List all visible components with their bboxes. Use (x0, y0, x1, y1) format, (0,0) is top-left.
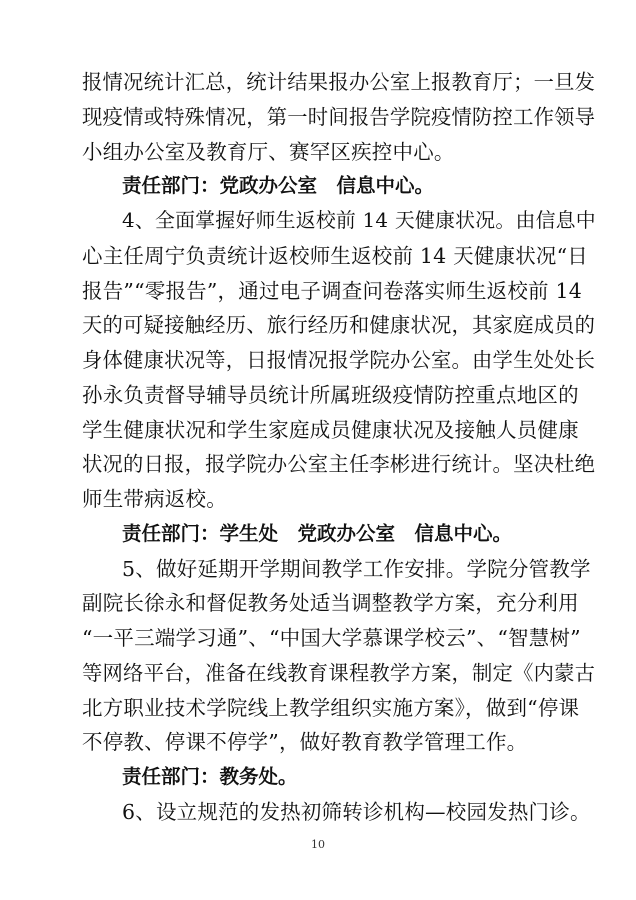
paragraph-line: 状况的日报，报学院办公室主任李彬进行统计。坚决杜绝 (82, 452, 596, 477)
paragraph-line: 5、做好延期开学期间教学工作安排。学院分管教学 (122, 556, 591, 581)
paragraph-line: 身体健康状况等，日报情况报学院办公室。由学生处处长 (82, 348, 596, 373)
paragraph-line: “一平三端学习通”、“中国大学慕课学校云”、“智慧树” (82, 626, 581, 651)
paragraph-line: 不停教、停课不停学”，做好教育教学管理工作。 (82, 730, 528, 755)
paragraph-line: 等网络平台，准备在线教育课程教学方案，制定《内蒙古 (82, 660, 596, 685)
paragraph-line: 现疫情或特殊情况，第一时间报告学院疫情防控工作领导 (82, 104, 596, 129)
paragraph-line: 小组办公室及教育厅、赛罕区疾控中心。 (82, 139, 455, 164)
responsibility-department: 责任部门：学生处 党政办公室 信息中心。 (122, 521, 513, 545)
paragraph-line: 副院长徐永和督促教务处适当调整教学方案，充分利用 (82, 591, 579, 616)
paragraph-line: 天的可疑接触经历、旅行经历和健康状况，其家庭成员的 (82, 313, 596, 338)
paragraph-line: 6、设立规范的发热初筛转诊机构—校园发热门诊。 (122, 800, 591, 824)
paragraph-line: 报告”“零报告”，通过电子调查问卷落实师生返校前 14 (82, 278, 582, 303)
responsibility-department: 责任部门：教务处。 (122, 765, 298, 789)
paragraph-line: 心主任周宁负责统计返校师生返校前 14 天健康状况“日 (82, 243, 588, 268)
paragraph-line: 学生健康状况和学生家庭成员健康状况及接触人员健康 (82, 417, 579, 442)
responsibility-department: 责任部门：党政办公室 信息中心。 (122, 174, 435, 198)
paragraph-line: 北方职业技术学院线上教学组织实施方案》，做到“停课 (82, 695, 580, 720)
page-number: 10 (311, 838, 325, 851)
paragraph-line: 4、全面掌握好师生返校前 14 天健康状况。由信息中 (122, 209, 596, 233)
paragraph-line: 师生带病返校。 (82, 487, 227, 512)
paragraph-line: 孙永负责督导辅导员统计所属班级疫情防控重点地区的 (82, 382, 579, 407)
paragraph-line: 报情况统计汇总，统计结果报办公室上报教育厅；一旦发 (82, 70, 596, 94)
